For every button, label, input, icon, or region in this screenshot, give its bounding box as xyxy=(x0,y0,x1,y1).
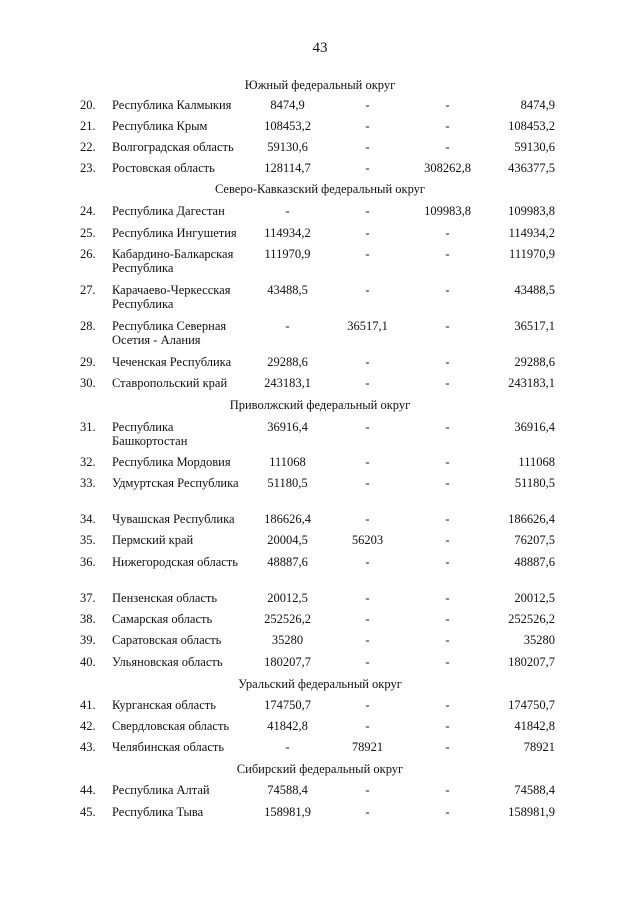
value-col-2: - xyxy=(365,283,370,297)
value-col-1: 74588,4 xyxy=(267,783,308,797)
value-col-2: - xyxy=(365,98,370,112)
value-col-1: - xyxy=(285,204,290,218)
value-col-3: - xyxy=(445,719,450,733)
value-col-2: 56203 xyxy=(351,533,384,547)
total-value: 20012,5 xyxy=(514,591,555,605)
value-col-1: 59130,6 xyxy=(267,140,308,154)
total-value: 76207,5 xyxy=(514,533,555,547)
district-heading: Сибирский федеральный округ xyxy=(236,762,404,776)
row-number: 42. xyxy=(80,719,96,733)
row-number: 41. xyxy=(80,698,96,712)
region-name: Кабардино-Балкарская Республика xyxy=(112,247,234,275)
row-number: 33. xyxy=(80,476,96,490)
value-col-2: - xyxy=(365,355,370,369)
row-number: 39. xyxy=(80,633,96,647)
value-col-2: - xyxy=(365,719,370,733)
row-number: 31. xyxy=(80,420,96,434)
value-col-1: 48887,6 xyxy=(267,555,308,569)
value-col-3: - xyxy=(445,655,450,669)
value-col-1: 35280 xyxy=(271,633,304,647)
total-value: 36916,4 xyxy=(514,420,555,434)
table-row xyxy=(0,555,640,585)
region-name: Свердловская область xyxy=(112,719,230,733)
value-col-3: - xyxy=(445,555,450,569)
region-name: Республика Башкортостан xyxy=(112,420,188,448)
page-number: 43 xyxy=(312,40,328,56)
value-col-2: - xyxy=(365,512,370,526)
value-col-1: - xyxy=(285,319,290,333)
row-number: 23. xyxy=(80,161,96,175)
table-row xyxy=(0,247,640,277)
value-col-3: - xyxy=(445,633,450,647)
row-number: 45. xyxy=(80,805,96,819)
value-col-2: - xyxy=(365,633,370,647)
row-number: 35. xyxy=(80,533,96,547)
row-number: 34. xyxy=(80,512,96,526)
total-value: 78921 xyxy=(523,740,555,754)
total-value: 41842,8 xyxy=(514,719,555,733)
value-col-3: - xyxy=(445,140,450,154)
value-col-2: - xyxy=(365,805,370,819)
total-value: 109983,8 xyxy=(508,204,555,218)
value-col-2: - xyxy=(365,226,370,240)
region-name: Челябинская область xyxy=(112,740,225,754)
region-name: Пензенская область xyxy=(112,591,218,605)
value-col-1: 36916,4 xyxy=(267,420,308,434)
value-col-1: - xyxy=(285,740,290,754)
region-name: Саратовская область xyxy=(112,633,222,647)
region-name: Республика Мордовия xyxy=(112,455,231,469)
value-col-1: 114934,2 xyxy=(264,226,311,240)
value-col-2: - xyxy=(365,161,370,175)
table-row xyxy=(0,283,640,313)
value-col-2: - xyxy=(365,591,370,605)
value-col-3: - xyxy=(445,805,450,819)
region-name: Пермский край xyxy=(112,533,194,547)
total-value: 74588,4 xyxy=(514,783,555,797)
value-col-2: 78921 xyxy=(351,740,384,754)
total-value: 436377,5 xyxy=(508,161,555,175)
value-col-2: - xyxy=(365,783,370,797)
total-value: 243183,1 xyxy=(508,376,555,390)
value-col-2: - xyxy=(365,455,370,469)
region-name: Волгоградская область xyxy=(112,140,234,154)
table-row xyxy=(0,319,640,349)
value-col-1: 252526,2 xyxy=(264,612,311,626)
value-col-1: 186626,4 xyxy=(264,512,311,526)
region-name: Самарская область xyxy=(112,612,213,626)
total-value: 111068 xyxy=(518,455,555,469)
region-name: Чеченская Республика xyxy=(112,355,232,369)
value-col-2: - xyxy=(365,476,370,490)
region-name: Нижегородская область xyxy=(112,555,238,569)
table-row xyxy=(0,805,640,835)
total-value: 8474,9 xyxy=(520,98,555,112)
total-value: 48887,6 xyxy=(514,555,555,569)
total-value: 43488,5 xyxy=(514,283,555,297)
value-col-2: - xyxy=(365,247,370,261)
row-number: 38. xyxy=(80,612,96,626)
value-col-3: - xyxy=(445,98,450,112)
value-col-1: 29288,6 xyxy=(267,355,308,369)
value-col-1: 8474,9 xyxy=(270,98,305,112)
region-name: Республика Тыва xyxy=(112,805,204,819)
row-number: 43. xyxy=(80,740,96,754)
row-number: 32. xyxy=(80,455,96,469)
total-value: 36517,1 xyxy=(514,319,555,333)
row-number: 44. xyxy=(80,783,96,797)
value-col-2: 36517,1 xyxy=(347,319,388,333)
row-number: 28. xyxy=(80,319,96,333)
row-number: 30. xyxy=(80,376,96,390)
row-number: 24. xyxy=(80,204,96,218)
value-col-1: 180207,7 xyxy=(264,655,311,669)
total-value: 114934,2 xyxy=(508,226,555,240)
total-value: 29288,6 xyxy=(514,355,555,369)
value-col-1: 20004,5 xyxy=(267,533,308,547)
region-name: Удмуртская Республика xyxy=(112,476,239,490)
value-col-3: - xyxy=(445,455,450,469)
district-heading: Южный федеральный округ xyxy=(244,78,396,92)
value-col-2: - xyxy=(365,612,370,626)
district-heading: Приволжский федеральный округ xyxy=(229,398,411,412)
region-name: Ростовская область xyxy=(112,161,215,175)
total-value: 186626,4 xyxy=(508,512,555,526)
value-col-1: 20012,5 xyxy=(267,591,308,605)
row-number: 37. xyxy=(80,591,96,605)
row-number: 20. xyxy=(80,98,96,112)
region-name: Ставропольский край xyxy=(112,376,228,390)
region-name: Курганская область xyxy=(112,698,216,712)
total-value: 111970,9 xyxy=(509,247,555,261)
value-col-3: - xyxy=(445,740,450,754)
value-col-2: - xyxy=(365,698,370,712)
total-value: 59130,6 xyxy=(514,140,555,154)
value-col-3: 308262,8 xyxy=(424,161,471,175)
value-col-1: 51180,5 xyxy=(267,476,308,490)
value-col-1: 111970,9 xyxy=(264,247,311,261)
total-value: 252526,2 xyxy=(508,612,555,626)
region-name: Республика Крым xyxy=(112,119,208,133)
value-col-3: - xyxy=(445,476,450,490)
value-col-3: - xyxy=(445,226,450,240)
row-number: 25. xyxy=(80,226,96,240)
row-number: 26. xyxy=(80,247,96,261)
value-col-3: - xyxy=(445,119,450,133)
value-col-2: - xyxy=(365,420,370,434)
value-col-3: - xyxy=(445,512,450,526)
total-value: 174750,7 xyxy=(508,698,555,712)
value-col-3: - xyxy=(445,533,450,547)
value-col-2: - xyxy=(365,555,370,569)
value-col-3: - xyxy=(445,591,450,605)
row-number: 40. xyxy=(80,655,96,669)
value-col-3: - xyxy=(445,612,450,626)
value-col-1: 43488,5 xyxy=(267,283,308,297)
region-name: Карачаево-Черкесская Республика xyxy=(112,283,231,311)
region-name: Республика Ингушетия xyxy=(112,226,237,240)
region-name: Республика Дагестан xyxy=(112,204,225,218)
total-value: 51180,5 xyxy=(514,476,555,490)
row-number: 29. xyxy=(80,355,96,369)
region-name: Республика Алтай xyxy=(112,783,210,797)
row-number: 22. xyxy=(80,140,96,154)
value-col-2: - xyxy=(365,204,370,218)
total-value: 35280 xyxy=(523,633,555,647)
district-heading: Северо-Кавказский федеральный округ xyxy=(214,182,426,196)
value-col-2: - xyxy=(365,119,370,133)
total-value: 180207,7 xyxy=(508,655,555,669)
value-col-1: 243183,1 xyxy=(264,376,311,390)
value-col-1: 158981,9 xyxy=(264,805,311,819)
region-name: Чувашская Республика xyxy=(112,512,235,526)
value-col-1: 174750,7 xyxy=(264,698,311,712)
value-col-3: - xyxy=(445,420,450,434)
value-col-3: - xyxy=(445,283,450,297)
value-col-3: - xyxy=(445,376,450,390)
value-col-3: - xyxy=(445,698,450,712)
value-col-2: - xyxy=(365,655,370,669)
value-col-1: 41842,8 xyxy=(267,719,308,733)
value-col-1: 128114,7 xyxy=(264,161,311,175)
region-name: Республика Калмыкия xyxy=(112,98,232,112)
value-col-3: - xyxy=(445,783,450,797)
value-col-1: 108453,2 xyxy=(264,119,311,133)
district-heading: Уральский федеральный округ xyxy=(238,677,402,691)
value-col-2: - xyxy=(365,376,370,390)
row-number: 36. xyxy=(80,555,96,569)
total-value: 108453,2 xyxy=(508,119,555,133)
total-value: 158981,9 xyxy=(508,805,555,819)
value-col-3: - xyxy=(445,355,450,369)
row-number: 27. xyxy=(80,283,96,297)
row-number: 21. xyxy=(80,119,96,133)
value-col-3: - xyxy=(445,319,450,333)
region-name: Республика Северная Осетия - Алания xyxy=(112,319,227,347)
region-name: Ульяновская область xyxy=(112,655,223,669)
table-row xyxy=(0,476,640,506)
value-col-1: 111068 xyxy=(269,455,306,469)
value-col-3: 109983,8 xyxy=(424,204,471,218)
value-col-3: - xyxy=(445,247,450,261)
table-row xyxy=(0,420,640,450)
value-col-2: - xyxy=(365,140,370,154)
